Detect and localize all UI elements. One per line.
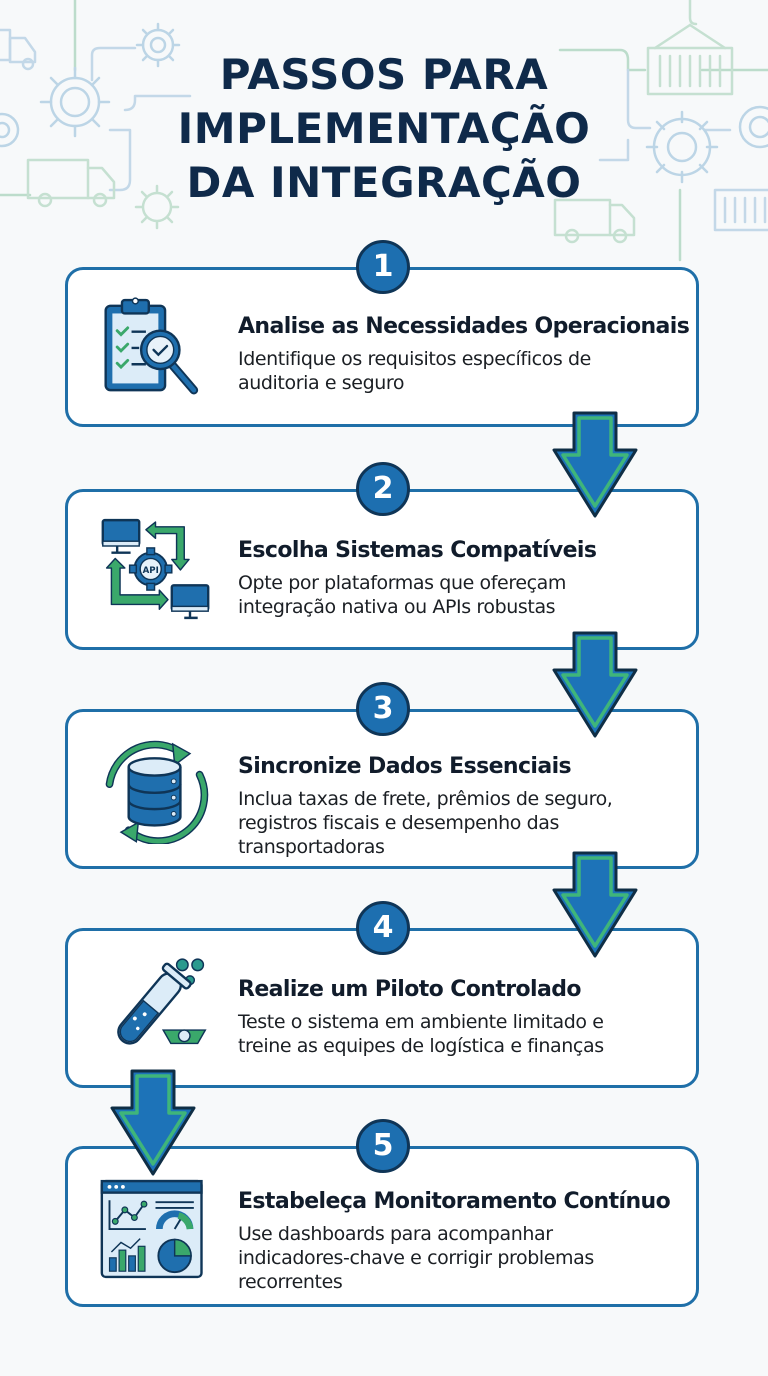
step-text-4 xyxy=(238,977,688,1058)
api-label: API xyxy=(142,565,159,576)
step-description-3 xyxy=(238,787,688,859)
step-title-2: Escolha Sistemas Compatíveis xyxy=(238,538,597,563)
step-text-1 xyxy=(238,314,688,395)
step-description-2-line-1: Opte por plataformas que ofereçam xyxy=(238,572,567,594)
step-title-4: Realize um Piloto Controlado xyxy=(238,977,581,1002)
step-title-3: Sincronize Dados Essenciais xyxy=(238,754,572,779)
title-line-3: DA INTEGRAÇÃO xyxy=(186,158,582,207)
step-description-3-line-2: registros fiscais e desempenho das xyxy=(238,812,559,834)
page-title xyxy=(0,48,768,210)
arrow-down-icon-3-to-4 xyxy=(550,850,640,960)
step-number-badge-4: 4 xyxy=(356,901,410,955)
step-text-3 xyxy=(238,754,688,859)
step-description-4-line-2: treine as equipes de logística e finanças xyxy=(238,1035,604,1057)
clipboard-magnifier-icon xyxy=(98,292,213,402)
step-description-1-line-1: Identifique os requisitos específicos de xyxy=(238,348,591,370)
step-description-4-line-1: Teste o sistema em ambiente limitado e xyxy=(238,1011,604,1033)
dashboard-icon xyxy=(98,1175,213,1285)
test-tube-icon xyxy=(98,953,213,1063)
step-description-2-line-2: integração nativa ou APIs robustas xyxy=(238,596,556,618)
step-number-badge-1: 1 xyxy=(356,240,410,294)
step-description-5 xyxy=(238,1222,688,1294)
step-title-1: Analise as Necessidades Operacionais xyxy=(238,314,690,339)
step-number-badge-5: 5 xyxy=(356,1119,410,1173)
step-description-3-line-1: Inclua taxas de frete, prêmios de seguro, xyxy=(238,788,613,810)
step-title-5: Estabeleça Monitoramento Contínuo xyxy=(238,1189,671,1214)
step-number-badge-2: 2 xyxy=(356,462,410,516)
title-line-2: IMPLEMENTAÇÃO xyxy=(177,104,591,153)
step-number-badge-3: 3 xyxy=(356,682,410,736)
step-text-2 xyxy=(238,538,688,619)
database-sync-icon xyxy=(98,734,213,844)
title-line-1: PASSOS PARA xyxy=(219,50,549,99)
step-description-3-line-3: transportadoras xyxy=(238,836,385,858)
step-text-5 xyxy=(238,1189,688,1294)
arrow-down-icon-2-to-3 xyxy=(550,630,640,740)
api-sync-computers-icon xyxy=(98,514,213,624)
step-description-1-line-2: auditoria e seguro xyxy=(238,372,405,394)
step-description-4 xyxy=(238,1010,688,1058)
step-description-5-line-1: Use dashboards para acompanhar xyxy=(238,1223,553,1245)
step-description-1 xyxy=(238,347,688,395)
arrow-down-icon-4-to-5 xyxy=(108,1068,198,1178)
step-description-5-line-3: recorrentes xyxy=(238,1271,343,1293)
step-description-5-line-2: indicadores-chave e corrigir problemas xyxy=(238,1247,594,1269)
arrow-down-icon-1-to-2 xyxy=(550,410,640,520)
step-description-2 xyxy=(238,571,688,619)
